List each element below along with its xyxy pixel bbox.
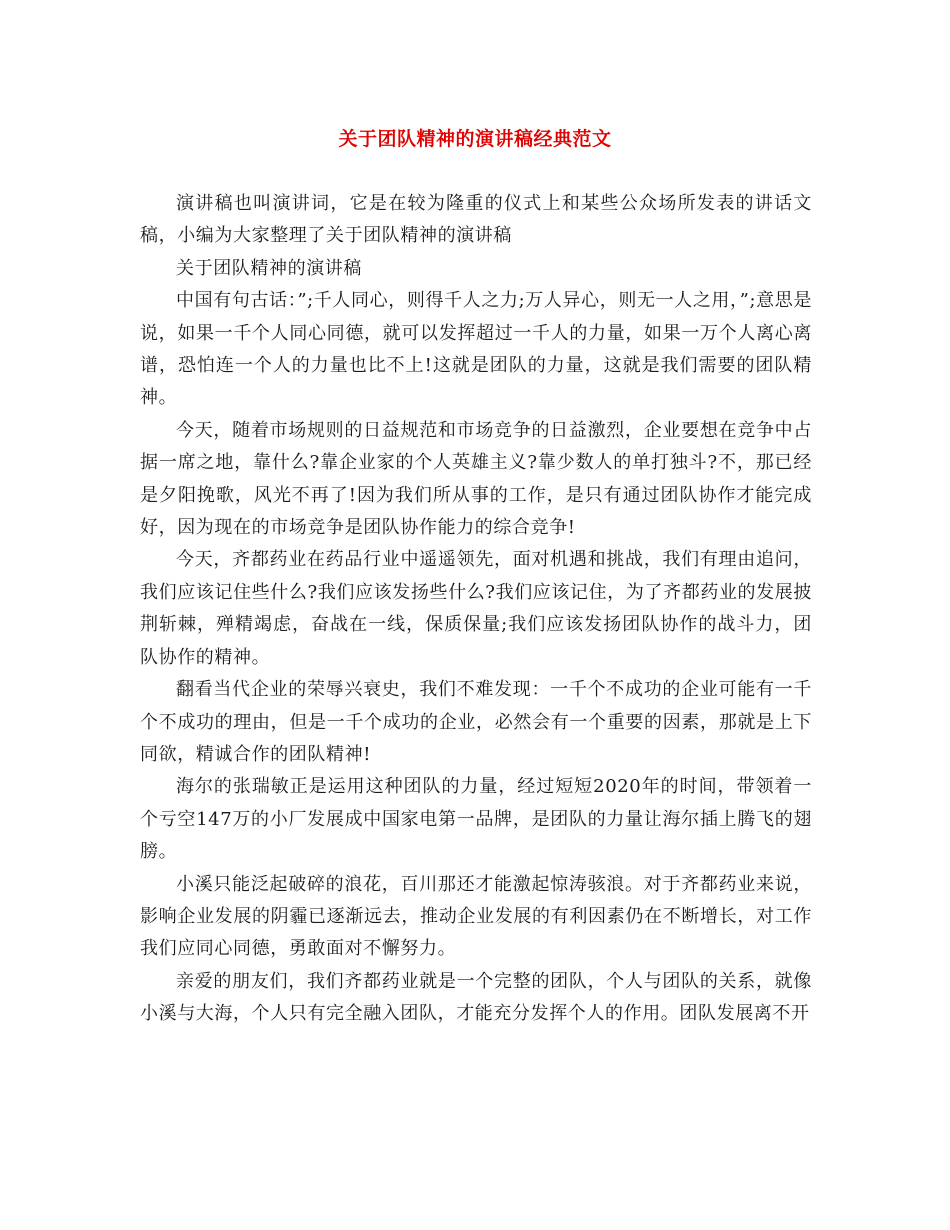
paragraph: 中国有句古话：”;千人同心，则得千人之力;万人异心，则无一人之用，”;意思是说，如果一千个人同心同德，就可以发挥超过一千人的力量，如果一万个人离心离谱，恐怕连一个人的力量也比不上!这就是团队的力量，这就是我们需要的团队精神。	[140, 290, 812, 409]
paragraph: 海尔的张瑞敏正是运用这种团队的力量，经过短短2020年的时间，带领着一个亏空147万的小厂发展成中国家电第一品牌，是团队的力量让海尔插上腾飞的翅膀。	[140, 776, 812, 863]
paragraph: 关于团队精神的演讲稿	[176, 257, 362, 279]
paragraph: 翻看当代企业的荣辱兴衰史，我们不难发现：一千个不成功的企业可能有一千个不成功的理由，但是一千个成功的企业，必然会有一个重要的因素，那就是上下同欲，精诚合作的团队精神!	[140, 679, 812, 765]
paragraph: 演讲稿也叫演讲词，它是在较为隆重的仪式上和某些公众场所发表的讲话文稿，小编为大家整理了关于团队精神的演讲稿	[140, 193, 812, 247]
document-title: 关于团队精神的演讲稿经典范文	[338, 128, 612, 150]
paragraph: 今天，随着市场规则的日益规范和市场竞争的日益激烈，企业要想在竞争中占据一席之地，靠什么?靠企业家的个人英雄主义?靠少数人的单打独斗?不，那已经是夕阳挽歌，风光不再了!因为我们所从事的工作，是只有通过团队协作才能完成好，因为现在的市场竞争是团队协作能力的综合竞争!	[140, 419, 812, 539]
paragraph: 小溪只能泛起破碎的浪花，百川那还才能激起惊涛骇浪。对于齐都药业来说，影响企业发展的阴霾已逐渐远去，推动企业发展的有利因素仍在不断增长，对工作我们应同心同德，勇敢面对不懈努力。	[140, 873, 812, 960]
document-body	[140, 188, 812, 1031]
paragraph: 亲爱的朋友们，我们齐都药业就是一个完整的团队，个人与团队的关系，就像小溪与大海，个人只有完全融入团队，才能充分发挥个人的作用。团队发展离不开	[140, 970, 812, 1025]
paragraph: 今天，齐都药业在药品行业中遥遥领先，面对机遇和挑战，我们有理由追问，我们应该记住些什么?我们应该发扬些什么?我们应该记住，为了齐都药业的发展披荆斩棘，殚精竭虑，奋战在一线，保质保量;我们应该发扬团队协作的战斗力，团队协作的精神。	[140, 549, 812, 668]
